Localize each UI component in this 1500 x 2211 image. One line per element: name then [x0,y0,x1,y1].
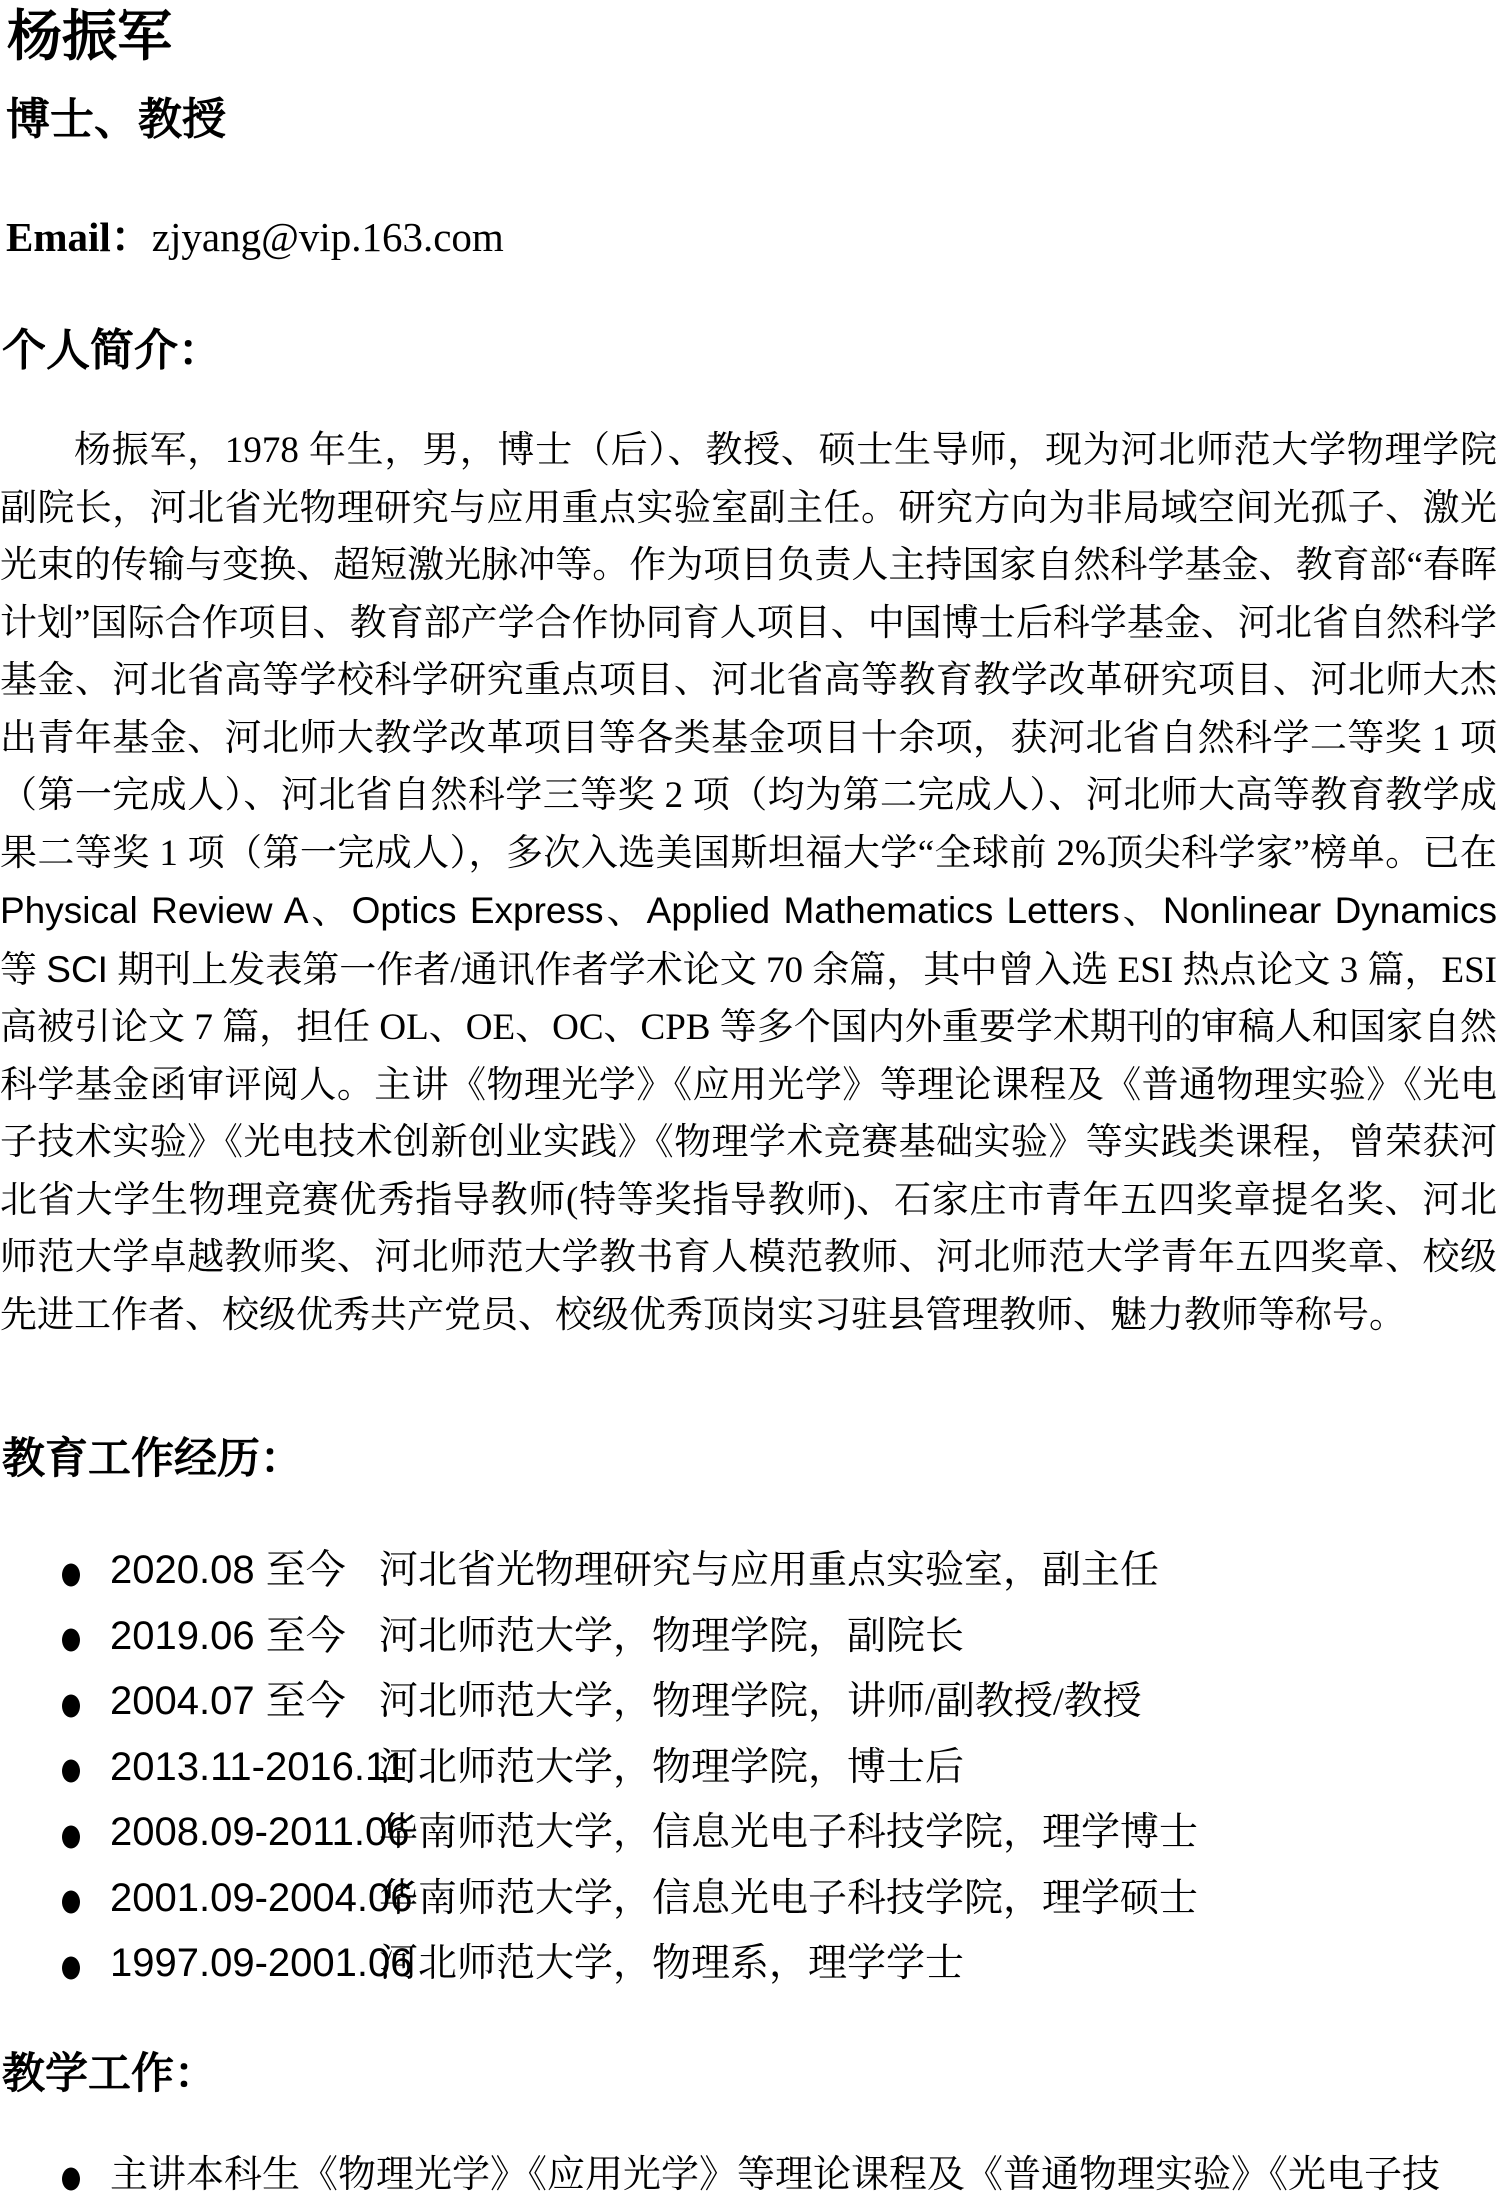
experience-list-item [0,1673,1500,1739]
chinese-text-segment: 、 [308,891,351,932]
experience-detail: 河北师范大学，物理学院，讲师/副教授/教授 [379,1680,1142,1723]
email-label: Email： [6,214,152,260]
chinese-text-segment: 期刊上发表第一作者/通讯作者学术论文 70 余篇，其中曾入选 ESI 热点论文 3 篇，ESI 高被引论文 7 篇，担任 OL、OE、OC、CPB 等多个国内外重要学术期刊的审稿人和国家自然科学基金函审评阅人。主讲《物理光学》《应用光学》等理论课程及《普通物理实验》《光电子技术实验》《光电技术创新创业实践》《物理学术竞赛基础实验》等实践类课程，曾荣获河北省大学生物理竞赛优秀指导教师(特等奖指导教师)、石家庄市青年五四奖章提名奖、河北师范大学卓越教师奖、河北师范大学教书育人模范教师、河北师范大学青年五四奖章、校级先进工作者、校级优秀共产党员、校级优秀顶岗实习驻县管理教师、魅力教师等称号。 [0,950,1497,1336]
english-text-segment: Optics Express [352,890,604,931]
experience-list-item [0,1935,1500,2001]
teaching-list [0,2147,1500,2211]
experience-period: 2020.08 至今 [110,1542,375,1600]
experience-detail: 河北师范大学，物理系，理学学士 [379,1942,964,1985]
experience-period: 2001.09-2004.06 [110,1870,375,1928]
english-text-segment: Physical Review A [0,890,308,931]
bullet-icon [62,1629,80,1652]
bullet-icon [62,1825,80,1848]
experience-detail: 河北师范大学，物理学院，博士后 [379,1746,964,1789]
experience-list-item [0,1608,1500,1674]
english-text-segment: SCI [46,949,108,990]
experience-list-item [0,1870,1500,1936]
english-text-segment: Nonlinear Dynamics [1163,890,1497,931]
intro-section-heading: 个人简介： [2,324,1500,378]
bullet-icon [62,1956,80,1979]
experience-period: 2013.11-2016.11 [110,1739,375,1797]
teaching-list-item [0,2147,1500,2211]
page-title: 杨振军 [7,4,1500,70]
bullet-icon [62,2167,80,2190]
teaching-section-heading: 教学工作： [2,2047,1500,2101]
experience-detail: 河北省光物理研究与应用重点实验室，副主任 [379,1549,1159,1592]
experience-detail: 河北师范大学，物理学院，副院长 [379,1615,964,1658]
chinese-text-segment: 等 [0,950,46,991]
intro-paragraph [0,422,1497,1344]
email-row [6,210,1500,264]
experience-period: 2019.06 至今 [110,1608,375,1666]
experience-list [0,1542,1500,2001]
experience-period: 2008.09-2011.06 [110,1804,375,1862]
chinese-text-segment: 、 [604,891,647,932]
experience-section-heading: 教育工作经历： [2,1432,1500,1486]
bullet-icon [62,1563,80,1586]
bullet-icon [62,1694,80,1717]
english-text-segment: Applied Mathematics Letters [647,890,1120,931]
email-address: zjyang@vip.163.com [152,214,504,260]
chinese-text-segment: 杨振军，1978 年生，男，博士（后）、教授、硕士生导师，现为河北师范大学物理学院副院长，河北省光物理研究与应用重点实验室副主任。研究方向为非局域空间光孤子、激光光束的传输与变换、超短激光脉冲等。作为项目负责人主持国家自然科学基金、教育部“春晖计划”国际合作项目、教育部产学合作协同育人项目、中国博士后科学基金、河北省自然科学基金、河北省高等学校科学研究重点项目、河北省高等教育教学改革研究项目、河北师大杰出青年基金、河北师大教学改革项目等各类基金项目十余项，获河北省自然科学二等奖 1 项（第一完成人）、河北省自然科学三等奖 2 项（均为第二完成人）、河北师大高等教育教学成果二等奖 1 项（第一完成人），多次入选美国斯坦福大学“全球前 2%顶尖科学家”榜单。已在 [0,430,1497,874]
experience-list-item [0,1804,1500,1870]
experience-detail: 华南师范大学，信息光电子科技学院，理学硕士 [379,1877,1198,1920]
chinese-text-segment: 、 [1120,891,1163,932]
experience-period: 2004.07 至今 [110,1673,375,1731]
bullet-icon [62,1760,80,1783]
bullet-icon [62,1891,80,1914]
teaching-detail: 主讲本科生《物理光学》《应用光学》等理论课程及《普通物理实验》《光电子技 [110,2154,1440,2196]
cv-document-page [0,4,1500,2193]
experience-list-item [0,1739,1500,1805]
experience-period: 1997.09-2001.06 [110,1935,375,1993]
experience-list-item [0,1542,1500,1608]
experience-detail: 华南师范大学，信息光电子科技学院，理学博士 [379,1811,1198,1854]
person-title: 博士、教授 [6,92,1500,148]
